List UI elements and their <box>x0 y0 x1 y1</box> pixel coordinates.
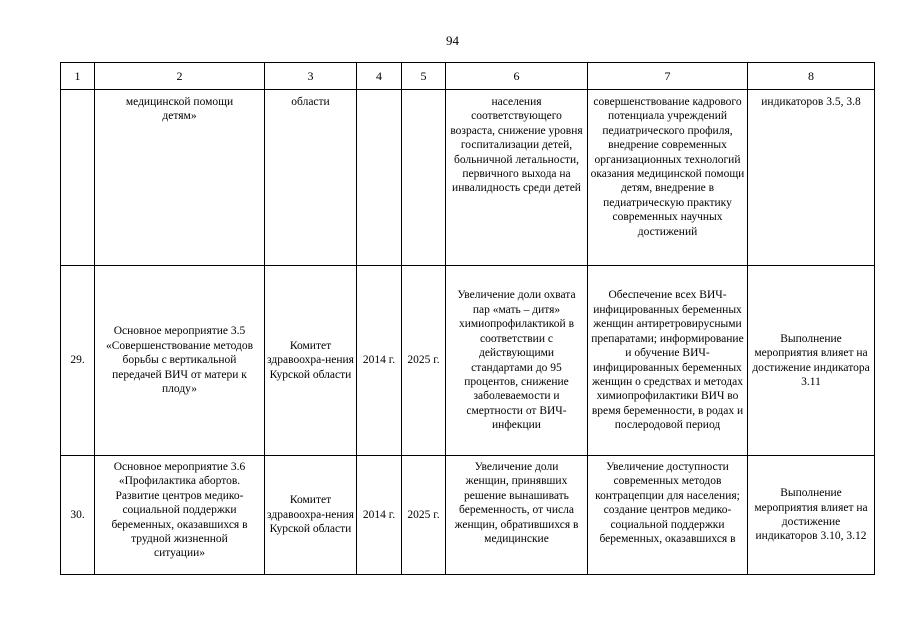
end-cell: 2025 г. <box>402 456 446 575</box>
activity-text: Основное мероприятие 3.6 «Профилактика абортов. Развитие центров медико-социальной поддержки беременных, оказавшихся в трудной жизненной ситуации» <box>111 461 248 560</box>
activity-cell <box>95 90 265 266</box>
start-cell: 2014 г. <box>357 266 402 456</box>
table-row <box>61 266 875 456</box>
table-header-row <box>61 63 875 90</box>
table-row <box>61 456 875 575</box>
page-number: 94 <box>446 33 459 48</box>
content-cell: Обеспечение всех ВИЧ-инфицированных беременных женщин антиретровирусными препаратами; информирование и обучение ВИЧ-инфицированных беременных женщин о средствах и методах химиопрофилактики ВИЧ во время беременности, в родах и послеродовой период <box>588 266 748 456</box>
header-cell: 6 <box>446 63 588 90</box>
end-cell <box>402 90 446 266</box>
executor-cell: Комитет здравоохра-нения Курской области <box>265 266 357 456</box>
row-number: 30. <box>61 456 95 575</box>
header-cell: 7 <box>588 63 748 90</box>
activity-cell <box>95 266 265 456</box>
end-cell: 2025 г. <box>402 266 446 456</box>
content-cell: совершенствование кадрового потенциала учреждений педиатрического профиля, внедрение современных организационных технологий оказания медицинской помощи детям, внедрение в педиатрическую практику современных научных достижений <box>588 90 748 266</box>
activity-cell <box>95 456 265 575</box>
header-cell: 8 <box>748 63 875 90</box>
row-number: 29. <box>61 266 95 456</box>
result-text: Увеличение доли женщин, принявших решение вынашивать беременность, от числа женщин, обратившихся в медицинские <box>454 461 579 546</box>
activities-table <box>60 62 875 575</box>
header-cell: 5 <box>402 63 446 90</box>
header-cell: 1 <box>61 63 95 90</box>
executor-cell: Комитет здравоохра-нения Курской области <box>265 456 357 575</box>
link-cell: Выполнение мероприятия влияет на достижение индикаторов 3.10, 3.12 <box>748 456 875 575</box>
result-cell: населения соответствующего возраста, снижение уровня госпитализации детей, больничной летальности, первичного выхода на инвалидность среди детей <box>446 90 588 266</box>
link-cell: Выполнение мероприятия влияет на достижение индикатора 3.11 <box>748 266 875 456</box>
content-cell: Увеличение доступности современных методов контрацепции для населения; создание центров медико-социальной поддержки беременных, оказавшихся в <box>588 456 748 575</box>
result-cell <box>446 456 588 575</box>
result-cell <box>446 266 588 456</box>
activity-text: медицинской помощи детям» <box>125 96 234 123</box>
start-cell: 2014 г. <box>357 456 402 575</box>
row-number <box>61 90 95 266</box>
header-cell: 3 <box>265 63 357 90</box>
link-cell: индикаторов 3.5, 3.8 <box>748 90 875 266</box>
header-cell: 2 <box>95 63 265 90</box>
start-cell <box>357 90 402 266</box>
result-text: Увеличение доли охвата пар «мать – дитя» химиопрофилактикой в соответствии с действующими стандартами до 95 процентов, снижение заболеваемости и смертности от ВИЧ-инфекции <box>457 289 576 432</box>
table-row <box>61 90 875 266</box>
activity-text: Основное мероприятие 3.5 «Совершенствование методов борьбы с вертикальной передачей ВИЧ от матери к плоду» <box>105 325 254 396</box>
executor-cell: области <box>265 90 357 266</box>
header-cell: 4 <box>357 63 402 90</box>
